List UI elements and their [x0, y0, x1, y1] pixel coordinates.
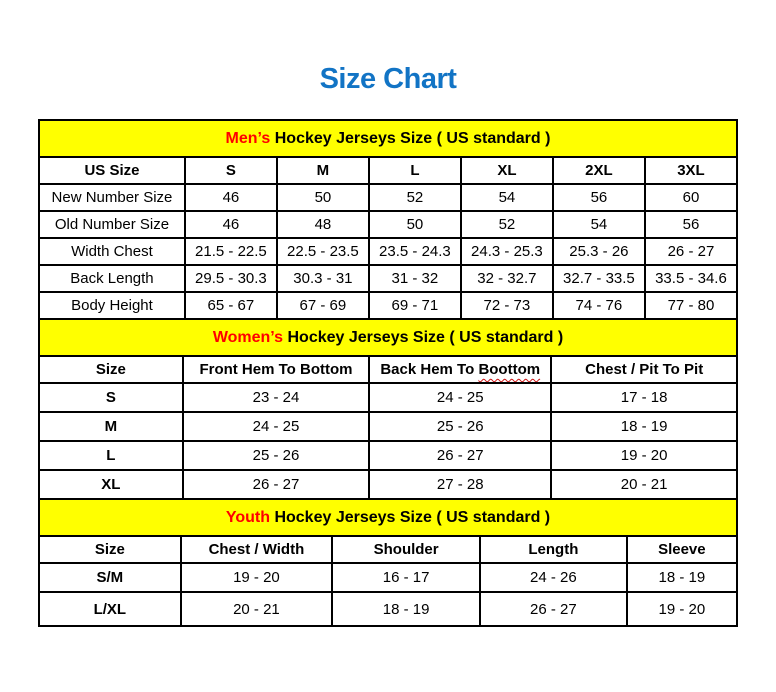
womens-heading-accent: Women’s: [212, 328, 284, 346]
size-value-cell: 18 - 19: [627, 563, 737, 592]
size-value-cell: 25 - 26: [183, 441, 369, 470]
size-value-cell: 56: [553, 184, 645, 211]
size-value-cell: 54: [553, 211, 645, 238]
column-header-size: Size: [39, 536, 181, 563]
column-header-front-hem: Front Hem To Bottom: [183, 356, 369, 383]
size-value-cell: 46: [185, 211, 277, 238]
mens-section-header-row: [39, 120, 737, 157]
column-header-back-hem: [369, 356, 551, 383]
column-header-m: M: [277, 157, 369, 184]
youth-table-body: [39, 563, 737, 626]
size-value-cell: 32.7 - 33.5: [553, 265, 645, 292]
size-value-cell: 60: [645, 184, 737, 211]
table-row: [39, 441, 737, 470]
size-value-cell: 67 - 69: [277, 292, 369, 319]
size-value-cell: 32 - 32.7: [461, 265, 553, 292]
column-header-xl: XL: [461, 157, 553, 184]
size-value-cell: 19 - 20: [181, 563, 332, 592]
size-value-cell: 72 - 73: [461, 292, 553, 319]
size-value-cell: 23.5 - 24.3: [369, 238, 461, 265]
size-value-cell: 69 - 71: [369, 292, 461, 319]
table-row: [39, 383, 737, 412]
row-label: Back Length: [39, 265, 185, 292]
youth-heading-text: Hockey Jerseys Size ( US standard ): [274, 508, 551, 526]
mens-table-body: [39, 184, 737, 319]
table-row: [39, 292, 737, 319]
row-label: L/XL: [39, 592, 181, 626]
size-value-cell: 31 - 32: [369, 265, 461, 292]
page-title: Size Chart: [319, 63, 457, 95]
womens-section-heading: [39, 319, 737, 356]
size-value-cell: 24.3 - 25.3: [461, 238, 553, 265]
column-header-size: Size: [39, 356, 183, 383]
womens-table-body: [39, 383, 737, 499]
misspelled-word: Boottom: [478, 361, 541, 378]
column-header-chest-width: Chest / Width: [181, 536, 332, 563]
size-value-cell: 56: [645, 211, 737, 238]
size-value-cell: 24 - 25: [369, 383, 551, 412]
row-label: S/M: [39, 563, 181, 592]
size-value-cell: 29.5 - 30.3: [185, 265, 277, 292]
size-value-cell: 48: [277, 211, 369, 238]
size-value-cell: 16 - 17: [332, 563, 480, 592]
size-value-cell: 20 - 21: [551, 470, 737, 499]
size-value-cell: 46: [185, 184, 277, 211]
table-row: [39, 265, 737, 292]
column-header-l: L: [369, 157, 461, 184]
womens-section-header-row: [39, 319, 737, 356]
size-value-cell: 26 - 27: [369, 441, 551, 470]
size-value-cell: 65 - 67: [185, 292, 277, 319]
row-label: XL: [39, 470, 183, 499]
size-value-cell: 54: [461, 184, 553, 211]
size-value-cell: 18 - 19: [551, 412, 737, 441]
womens-size-table: [38, 318, 738, 500]
table-row: [39, 592, 737, 626]
table-row: [39, 238, 737, 265]
youth-section-heading: [39, 499, 737, 536]
size-value-cell: 26 - 27: [480, 592, 627, 626]
table-row: [39, 412, 737, 441]
column-header-chest-pit: Chest / Pit To Pit: [551, 356, 737, 383]
size-value-cell: 20 - 21: [181, 592, 332, 626]
column-header-us-size: US Size: [39, 157, 185, 184]
womens-column-header-row: [39, 356, 737, 383]
row-label: Width Chest: [39, 238, 185, 265]
mens-column-header-row: [39, 157, 737, 184]
size-value-cell: 21.5 - 22.5: [185, 238, 277, 265]
column-header-2xl: 2XL: [553, 157, 645, 184]
youth-heading-accent: Youth: [225, 508, 270, 526]
row-label: New Number Size: [39, 184, 185, 211]
size-value-cell: 27 - 28: [369, 470, 551, 499]
table-row: [39, 211, 737, 238]
row-label: L: [39, 441, 183, 470]
column-header-3xl: 3XL: [645, 157, 737, 184]
row-label: Old Number Size: [39, 211, 185, 238]
size-value-cell: 25.3 - 26: [553, 238, 645, 265]
size-value-cell: 19 - 20: [627, 592, 737, 626]
table-row: [39, 184, 737, 211]
size-value-cell: 52: [461, 211, 553, 238]
size-value-cell: 24 - 26: [480, 563, 627, 592]
row-label: S: [39, 383, 183, 412]
size-value-cell: 22.5 - 23.5: [277, 238, 369, 265]
size-value-cell: 74 - 76: [553, 292, 645, 319]
mens-size-table: [38, 119, 738, 320]
column-header-back-hem-text: Back Hem To: [380, 361, 479, 378]
column-header-sleeve: Sleeve: [627, 536, 737, 563]
mens-heading-accent: Men’s: [225, 129, 271, 147]
mens-heading-text: Hockey Jerseys Size ( US standard ): [274, 129, 551, 147]
size-value-cell: 52: [369, 184, 461, 211]
table-row: [39, 470, 737, 499]
youth-size-table: [38, 498, 738, 627]
size-value-cell: 33.5 - 34.6: [645, 265, 737, 292]
mens-section-heading: [39, 120, 737, 157]
size-value-cell: 17 - 18: [551, 383, 737, 412]
row-label: M: [39, 412, 183, 441]
size-value-cell: 25 - 26: [369, 412, 551, 441]
size-chart: [0, 119, 776, 627]
size-value-cell: 19 - 20: [551, 441, 737, 470]
size-value-cell: 30.3 - 31: [277, 265, 369, 292]
size-value-cell: 26 - 27: [183, 470, 369, 499]
size-value-cell: 26 - 27: [645, 238, 737, 265]
row-label: Body Height: [39, 292, 185, 319]
size-value-cell: 50: [369, 211, 461, 238]
column-header-s: S: [185, 157, 277, 184]
womens-heading-text: Hockey Jerseys Size ( US standard ): [287, 328, 564, 346]
column-header-shoulder: Shoulder: [332, 536, 480, 563]
size-value-cell: 50: [277, 184, 369, 211]
youth-section-header-row: [39, 499, 737, 536]
size-value-cell: 24 - 25: [183, 412, 369, 441]
table-row: [39, 563, 737, 592]
size-value-cell: 77 - 80: [645, 292, 737, 319]
size-value-cell: 18 - 19: [332, 592, 480, 626]
column-header-length: Length: [480, 536, 627, 563]
size-value-cell: 23 - 24: [183, 383, 369, 412]
youth-column-header-row: [39, 536, 737, 563]
